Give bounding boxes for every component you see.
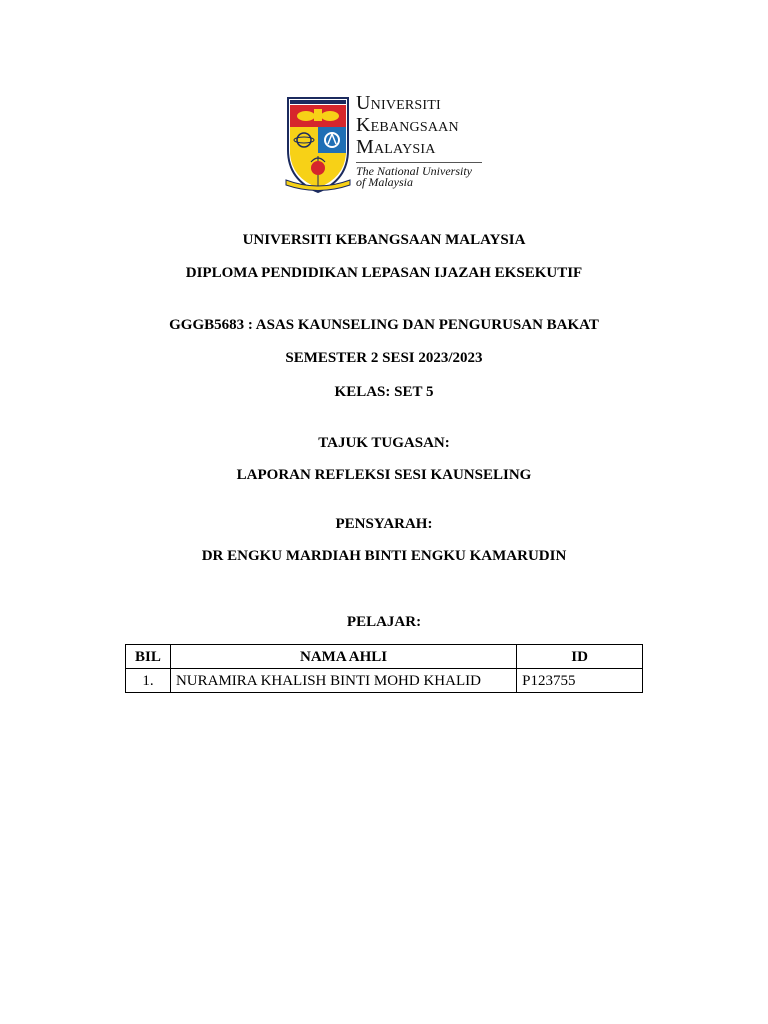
lecturer-name: DR ENGKU MARDIAH BINTI ENGKU KAMARUDIN (201, 548, 567, 564)
column-header-name: NAMA AHLI (170, 645, 516, 669)
course-name: GGGB5683 : ASAS KAUNSELING DAN PENGURUSAN BAKAT (169, 317, 599, 333)
program-name: DIPLOMA PENDIDIKAN LEPASAN IJAZAH EKSEKUTIF (185, 265, 583, 281)
university-logo (284, 92, 486, 194)
assignment-title: LAPORAN REFLEKSI SESI KAUNSELING (236, 467, 532, 483)
cell-bil: 1. (126, 669, 171, 693)
semester: SEMESTER 2 SESI 2023/2023 (285, 350, 483, 366)
logo-tagline-1: The National University (356, 164, 472, 178)
assignment-label: TAJUK TUGASAN: (318, 435, 450, 451)
logo-text-universiti: Universiti (356, 92, 441, 114)
column-header-id: ID (517, 645, 643, 669)
students-label: PELAJAR: (346, 614, 422, 630)
logo-tagline-2: of Malaysia (356, 175, 413, 189)
lecturer-label: PENSYARAH: (335, 516, 433, 532)
cell-id: P123755 (517, 669, 643, 693)
students-table (125, 644, 643, 693)
crest-icon (284, 92, 352, 194)
class-name: KELAS: SET 5 (334, 384, 434, 400)
university-name: UNIVERSITI KEBANGSAAN MALAYSIA (242, 232, 526, 248)
logo-text-kebangsaan: Kebangsaan (356, 114, 459, 136)
logo-text-malaysia: Malaysia (356, 136, 436, 158)
column-header-bil: BIL (126, 645, 171, 669)
table-header-row (126, 645, 643, 669)
logo-divider (356, 162, 482, 163)
table-row (126, 669, 643, 693)
cell-name: NURAMIRA KHALISH BINTI MOHD KHALID (170, 669, 516, 693)
